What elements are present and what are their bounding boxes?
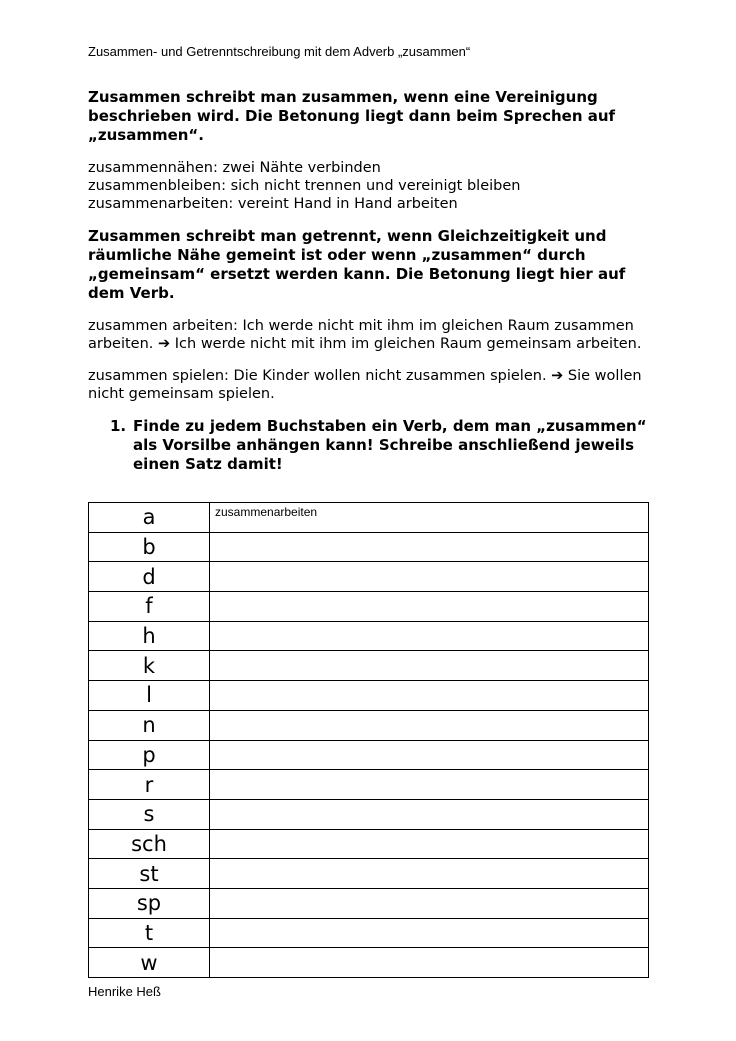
letter-cell: sch [89, 829, 210, 859]
letter-cell: a [89, 503, 210, 533]
letter-cell: h [89, 621, 210, 651]
letter-cell: t [89, 918, 210, 948]
examples-together [88, 159, 648, 213]
page-footer-author: Henrike Heß [88, 984, 161, 999]
example-line: zusammenbleiben: sich nicht trennen und vereinigt bleiben [88, 178, 521, 194]
answer-cell[interactable] [210, 888, 649, 918]
table-row [89, 710, 649, 740]
worksheet-content [88, 88, 648, 474]
answer-cell[interactable] [210, 918, 649, 948]
letter-cell: p [89, 740, 210, 770]
example-separate-arbeiten: zusammen arbeiten: Ich werde nicht mit ihm im gleichen Raum zusammen arbeiten. ➔ Ich werde nicht mit ihm im gleichen Raum gemeinsam arbeiten. [88, 318, 642, 352]
letter-cell: r [89, 770, 210, 800]
rule-separate: Zusammen schreibt man getrennt, wenn Gleichzeitigkeit und räumliche Nähe gemeint ist oder wenn „zusammen“ durch „gemeinsam“ ersetzt werden kann. Die Betonung liegt hier auf dem Verb. [88, 227, 626, 302]
task-number: 1. [110, 417, 127, 435]
answer-cell[interactable]: zusammenarbeiten [210, 503, 649, 533]
rule-together: Zusammen schreibt man zusammen, wenn eine Vereinigung beschrieben wird. Die Betonung liegt dann beim Sprechen auf „zusammen“. [88, 88, 616, 144]
table-row [89, 532, 649, 562]
answer-cell[interactable] [210, 740, 649, 770]
answer-cell[interactable] [210, 948, 649, 978]
letter-cell: n [89, 710, 210, 740]
letter-cell: f [89, 592, 210, 622]
table-row [89, 948, 649, 978]
table-row [89, 651, 649, 681]
table-row [89, 888, 649, 918]
answer-cell[interactable] [210, 532, 649, 562]
answer-cell[interactable] [210, 829, 649, 859]
answer-cell[interactable] [210, 621, 649, 651]
table-row [89, 918, 649, 948]
answer-cell[interactable] [210, 592, 649, 622]
letter-cell: k [89, 651, 210, 681]
table-row [89, 770, 649, 800]
letter-cell: l [89, 681, 210, 711]
page-header: Zusammen- und Getrenntschreibung mit dem Adverb „zusammen“ [88, 44, 471, 59]
example-line: zusammennähen: zwei Nähte verbinden [88, 160, 381, 176]
task-text: Finde zu jedem Buchstaben ein Verb, dem man „zusammen“ als Vorsilbe anhängen kann! Schreibe anschließend jeweils einen Satz damit! [133, 417, 647, 473]
letter-cell: s [89, 799, 210, 829]
task-instruction [110, 417, 648, 474]
table-row [89, 799, 649, 829]
letter-cell: st [89, 859, 210, 889]
letter-cell: sp [89, 888, 210, 918]
example-separate-spielen: zusammen spielen: Die Kinder wollen nicht zusammen spielen. ➔ Sie wollen nicht gemeinsam spielen. [88, 368, 642, 402]
letter-cell: d [89, 562, 210, 592]
table-row [89, 681, 649, 711]
table-row [89, 859, 649, 889]
answer-cell[interactable] [210, 710, 649, 740]
verb-table [88, 502, 649, 978]
answer-cell[interactable] [210, 681, 649, 711]
example-line: zusammenarbeiten: vereint Hand in Hand arbeiten [88, 196, 458, 212]
answer-cell[interactable] [210, 770, 649, 800]
answer-cell[interactable] [210, 562, 649, 592]
table-row [89, 592, 649, 622]
table-row [89, 621, 649, 651]
table-row [89, 740, 649, 770]
table-row [89, 829, 649, 859]
letter-cell: w [89, 948, 210, 978]
table-row [89, 562, 649, 592]
letter-cell: b [89, 532, 210, 562]
answer-cell[interactable] [210, 799, 649, 829]
table-row [89, 503, 649, 533]
answer-cell[interactable] [210, 651, 649, 681]
answer-cell[interactable] [210, 859, 649, 889]
